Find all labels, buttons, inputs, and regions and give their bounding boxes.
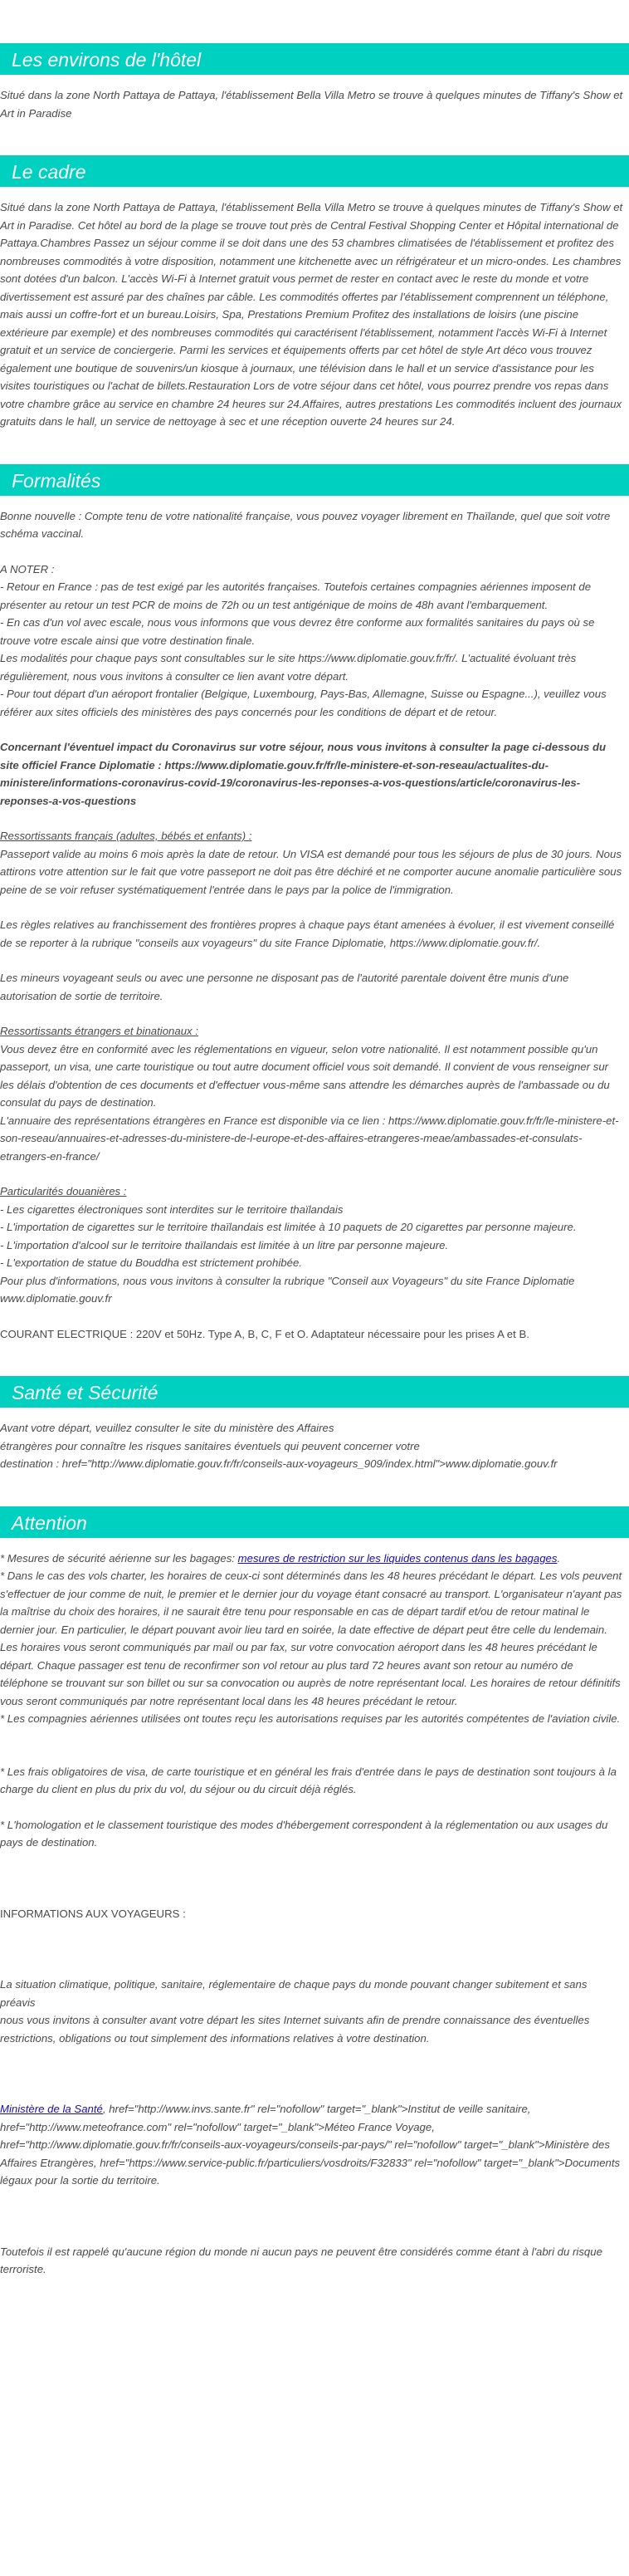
attention-content	[0, 1550, 629, 2279]
mesures-securite	[0, 1550, 624, 1568]
terrorisme-text: Toutefois il est rappelé qu'aucune région du monde ni aucun pays ne peuvent être considérés comme étant à l'abri du risque terroriste.	[0, 2245, 602, 2275]
covid-notice: Concernant l'éventuel impact du Coronavirus sur votre séjour, nous vous invitons à consulter la page ci-dessous du site officiel France Diplomatie : https://www.diplomatie.gouv.fr/fr/le-ministere-et-son-reseau/actualites-du-ministere/informations-coronavirus-covid-19/coronavirus-les-reponses-a-vos-questions/article/coronavirus-les-reponses-a-vos-questions	[0, 741, 607, 807]
homologation-text: * L'homologation et le classement touristique des modes d'hébergement correspondent à la réglementation ou aux usages du pays de destination.	[0, 1818, 608, 1849]
environs-content	[0, 86, 629, 122]
liquides-restriction-link[interactable]: mesures de restriction sur les liquides contenus dans les bagages	[237, 1551, 558, 1565]
courant-electrique: COURANT ELECTRIQUE : 220V et 50Hz. Type A, B, C, F et O. Adaptateur nécessaire pour les prises A et B.	[0, 1327, 529, 1340]
douane-line: - L'importation de cigarettes sur le territoire thaïlandais est limitée à 10 paquets de 20 cigarettes par personne majeure.	[0, 1221, 577, 1233]
mesures-prefix: * Mesures de sécurité aérienne sur les bagages:	[0, 1551, 238, 1565]
section-formalites	[0, 464, 629, 1344]
liens-utiles-rest: , href="http://www.invs.sante.fr" rel="nofollow" target="_blank">Institut de veille sanitaire, href="http://www.meteofrance.com" rel="nofollow" target="_blank">Méteo France Voyage, href="http://www.diplomatie.gouv.fr/fr/conseils-aux-voyageurs/conseils-par-pays/" rel="nofollow" target="_blank">Ministère des Affaires Etrangères, href="https://www.service-public.fr/particuliers/vosdroits/F32833" rel="nofollow" target="_blank">Documents légaux pour la sortie du territoire.	[0, 2103, 621, 2187]
section-title-environs: Les environs de l'hôtel	[0, 43, 629, 75]
note-line: - En cas d'un vol avec escale, nous vous informons que vous devrez être conforme aux formalités sanitaires du pays où se trouve votre escale ainsi que votre destination finale.	[0, 616, 595, 647]
section-sante	[0, 1376, 629, 1473]
ressortissants-fr-text: Passeport valide au moins 6 mois après la date de retour. Un VISA est demandé pour tous les séjours de plus de 30 jours. Nous attirons votre attention sur le fait que votre passeport ne doit pas être déchiré et ne comporter aucune anomalie particulière sous peine de se voir refuser systématiquement l'entrée dans le pays par la police de l'immigration.	[0, 847, 622, 896]
liens-utiles	[0, 2100, 624, 2190]
douane-heading: Particularités douanières :	[0, 1185, 127, 1197]
douane-line: - Les cigarettes électroniques sont interdites sur le territoire thaïlandais	[0, 1202, 344, 1216]
situation-line: La situation climatique, politique, sanitaire, réglementaire de chaque pays du monde pouvant changer subitement et sans préavis	[0, 1978, 588, 2009]
frais-text: * Les frais obligatoires de visa, de carte touristique et en général les frais d'entrée dans le pays de destination sont toujours à la charge du client en plus du prix du vol, du séjour ou du circuit déjà réglés.	[0, 1765, 617, 1795]
etrangers-heading: Ressortissants étrangers et binationaux :	[0, 1025, 198, 1037]
infos-voyageurs-heading: INFORMATIONS AUX VOYAGEURS :	[0, 1907, 186, 1920]
section-title-sante: Santé et Sécurité	[0, 1376, 629, 1408]
ressortissants-fr-heading: Ressortissants français (adultes, bébés et enfants) :	[0, 830, 252, 842]
sante-line: étrangères pour connaître les risques sanitaires éventuels qui peuvent concerner votre	[0, 1439, 420, 1452]
vols-charter-text: * Dans le cas des vols charter, les horaires de ceux-ci sont déterminés dans les 48 heures précédant le départ. Les vols peuvent s'effectuer de jour comme de nuit, le premier et le dernier jour du voyage étant consacré au transport. L'organisateur n'ayant pas la maîtrise du choix des horaires, il ne saurait être tenu pour responsable en cas de départ tardif et/ou de retour matinal le dernier jour. En particulier, le départ pouvant avoir lieu tard en soirée, la date effective de départ peut être celle du lendemain. Les horaires vous seront communiqués par mail ou par fax, sur votre convocation aéroport dans les 48 heures précédant le départ. Chaque passager est tenu de reconfirmer son vol retour au plus tard 72 heures avant son retour au numéro de téléphone se trouvant sur son billet ou sur sa convocation ou auprès de notre représentant local. Les horaires de retour définitifs vous seront communiqués par notre représentant local dans les 48 heures précédant le retour.	[0, 1570, 622, 1707]
cadre-text: Situé dans la zone North Pattaya de Pattaya, l'établissement Bella Villa Metro se trouve à quelques minutes de Tiffany's Show et Art in Paradise. Cet hôtel au bord de la plage se trouve tout près de Central Festival Shopping Center et Hôpital international de Pattaya.Chambres Passez un séjour comme il se doit dans une des 53 chambres climatisées de l'établissement et profitez des nombreuses commodités à votre disposition, notamment une kitchenette avec un réfrigérateur et un micro-ondes. Les chambres sont dotées d'un balcon. L'accès Wi-Fi à Internet gratuit vous permet de rester en contact avec le reste du monde et votre divertissement est assuré par des chaînes par câble. Les commodités offertes par l'établissement comprennent un téléphone, mais aussi un coffre-fort et un bureau.Loisirs, Spa, Prestations Premium Profitez des installations de loisirs (une piscine extérieure par exemple) et des nombreuses commodités qui caractérisent l'établissement, notamment l'accès Wi-Fi à Internet gratuit et un service de conciergerie. Parmi les services et équipements offerts par cet hôtel de style Art déco vous trouvez également une boutique de souvenirs/un kiosque à journaux, une télévision dans le hall et un service d'assistance pour les visites touristiques ou l'achat de billets.Restauration Lors de votre séjour dans cet hôtel, vous pourrez prendre vos repas dans votre chambre grâce au service en chambre 24 heures sur 24.Affaires, autres prestations Les commodités incluent des journaux gratuits dans le hall, un service de nettoyage à sec et une réception ouverte 24 heures sur 24.	[0, 201, 623, 428]
mineurs-text: Les mineurs voyageant seuls ou avec une personne ne disposant pas de l'autorité parentale doivent être munis d'une autorisation de sortie de territoire.	[0, 972, 569, 1002]
mesures-suffix: .	[557, 1551, 561, 1565]
etrangers-text: Vous devez être en conformité avec les réglementations en vigueur, selon votre nationalité. Il est notamment possible qu'un passeport, un visa, une carte touristique ou tout autre document officiel vous soit demandé. Il convient de vous renseigner sur les délais d'obtention de ces documents et d'effectuer vous-même sans attendre les démarches auprès de l'ambassade ou du consulat du pays de destination.	[0, 1042, 610, 1109]
section-environs	[0, 43, 629, 122]
formalites-intro: Bonne nouvelle : Compte tenu de votre nationalité française, vous pouvez voyager librement en Thaïlande, quel que soit votre schéma vaccinal.	[0, 509, 611, 540]
section-title-formalites: Formalités	[0, 464, 629, 496]
section-cadre	[0, 155, 629, 431]
compagnies-text: * Les compagnies aériennes utilisées ont toutes reçu les autorisations requises par les autorités compétentes de l'aviation civile.	[0, 1712, 621, 1725]
sante-line: destination : href="http://www.diplomatie.gouv.fr/fr/conseils-aux-voyageurs_909/index.html">www.diplomatie.gouv.fr	[0, 1457, 558, 1470]
section-title-cadre: Le cadre	[0, 155, 629, 187]
note-heading: A NOTER :	[0, 562, 55, 575]
cadre-content	[0, 198, 629, 431]
douane-line: - L'importation d'alcool sur le territoire thaïlandais est limitée à un litre par personne majeure.	[0, 1238, 449, 1251]
douane-line: Pour plus d'informations, nous vous invitons à consulter la rubrique "Conseil aux Voyageurs" du site France Diplomatie www.diplomatie.gouv.fr	[0, 1274, 575, 1305]
sante-content	[0, 1419, 629, 1473]
section-attention	[0, 1506, 629, 2279]
note-line: - Retour en France : pas de test exigé par les autorités françaises. Toutefois certaines compagnies aériennes imposent de présenter au retour un test PCR de moins de 72h ou un test antigénique de moins de 48h avant l'embarquement.	[0, 580, 592, 611]
formalites-content	[0, 507, 629, 1344]
note-line: - Pour tout départ d'un aéroport frontalier (Belgique, Luxembourg, Pays-Bas, Allemagne, Suisse ou Espagne...), veuillez vous référer aux sites officiels des ministères des pays concernés pour les conditions de départ et de retour.	[0, 688, 607, 718]
note-line: Les modalités pour chaque pays sont consultables sur le site https://www.diplomatie.gouv.fr/fr/. L'actualité évoluant très régulièrement, nous vous invitons à consulter ce lien avant votre départ.	[0, 652, 577, 683]
regles-text: Les règles relatives au franchissement des frontières propres à chaque pays étant amenées à évoluer, il est vivement conseillé de se reporter à la rubrique "conseils aux voyageurs" du site France Diplomatie, https://www.diplomatie.gouv.fr/.	[0, 918, 615, 949]
ministere-sante-link[interactable]: Ministère de la Santé	[0, 2103, 103, 2115]
annuaire-text: L'annuaire des représentations étrangères en France est disponible via ce lien : https://www.diplomatie.gouv.fr/fr/le-ministere-et-son-reseau/annuaires-et-adresses-du-ministere-de-l-europe-et-des-affaires-etrangeres-meae/ambassades-et-consulats-etrangers-en-france/	[0, 1114, 619, 1163]
sante-line: Avant votre départ, veuillez consulter le site du ministère des Affaires	[0, 1422, 334, 1434]
douane-line: - L'exportation de statue du Bouddha est strictement prohibée.	[0, 1256, 302, 1269]
section-title-attention: Attention	[0, 1506, 629, 1538]
environs-text: Situé dans la zone North Pattaya de Pattaya, l'établissement Bella Villa Metro se trouve à quelques minutes de Tiffany's Show et Art in Paradise	[0, 89, 623, 120]
situation-line: nous vous invitons à consulter avant votre départ les sites Internet suivants afin de prendre connaissance des éventuelles restrictions, obligations ou tout simplement des informations relatives à votre destination.	[0, 2014, 590, 2045]
